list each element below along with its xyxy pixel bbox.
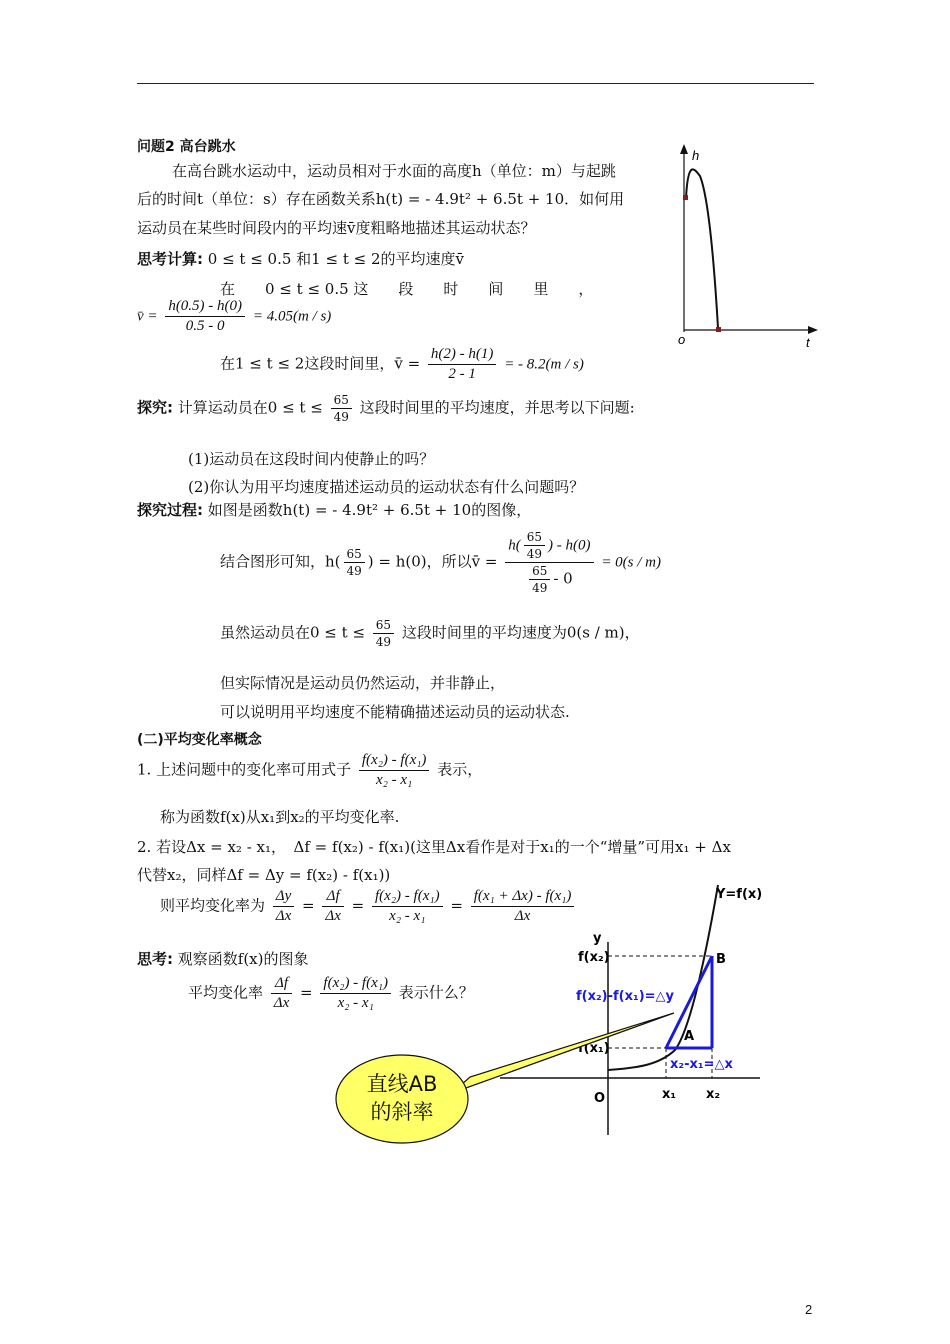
think-line-2: 平均变化率 $\frac{\Delta f}{\Delta x}$ = $\frac{\text{f(x₂) - f(x₁)}}{\text{x₂ - x₁}}$ 表示什么？: [188, 975, 474, 1011]
section2-p1-line2: 称为函数f(x)从x₁到x₂的平均变化率.: [160, 808, 400, 826]
delta-x-label: x₂-x₁=△x: [670, 1057, 733, 1072]
v1-rhs: = 4.05(m / s): [252, 308, 332, 325]
intro-line-3: 运动员在某些时间段内的平均速v̄度粗略地描述其运动状态？: [137, 219, 536, 237]
calc-v1: [137, 298, 331, 335]
v2-prefix: 在1 ≤ t ≤ 2这段时间里，v̄ =: [220, 354, 421, 373]
process-big-fraction: h( $\frac{65}{49}$ ) - h(0) $\frac{65}{49}$ - 0: [505, 530, 593, 595]
section2-title: (二)平均变化率概念: [137, 732, 262, 748]
callout-line-2: 的斜率: [370, 1100, 434, 1124]
process-line-3: 虽然运动员在0 ≤ t ≤ $\frac{65}{49}$ 这段时间里的平均速度为0(s / m)，: [220, 618, 640, 649]
callout-line-1: 直线AB: [366, 1072, 438, 1096]
curve-label: Y=f(x): [716, 887, 763, 902]
point-a-label: A: [684, 1029, 695, 1044]
h-label: h: [692, 148, 700, 163]
origin-label: O: [594, 1091, 606, 1106]
x1-label: x₁: [662, 1087, 677, 1102]
diving-height-graph: [662, 140, 824, 350]
explore-q2: (2)你认为用平均速度描述运动员的运动状态有什么问题吗？: [188, 478, 585, 496]
delta-y-label: f(x₂)-f(x₁)=△y: [576, 989, 674, 1004]
height-curve: [686, 169, 718, 328]
section2-p2-line2: 代替x₂，同样Δf = Δy = f(x₂) - f(x₁)): [137, 866, 391, 884]
intro-line-2: 后的时间t（单位：s）存在函数关系h(t) = - 4.9t² + 6.5t + 10．如何用: [137, 190, 625, 208]
process-line-1: 如图是函数h(t) = - 4.9t² + 6.5t + 10的图像，: [207, 501, 532, 519]
x2-label: x₂: [706, 1087, 721, 1102]
v2-fraction: $\frac{h(2) - h(1)}{2 - 1}$: [428, 346, 496, 383]
explore-label: 探究:: [137, 398, 173, 417]
think-label: 思考:: [137, 950, 173, 968]
explore-fraction: $\frac{65}{49}$: [331, 393, 352, 424]
think-calc-label: 思考计算:: [137, 250, 203, 268]
t-label: t: [806, 335, 810, 350]
section2-p2-line1: 2. 若设Δx = x₂ - x₁， Δf = f(x₂) - f(x₁)(这里Δx看作是对于x₁的一个“增量”可用x₁ + Δx: [137, 838, 731, 856]
think-calc-text: 0 ≤ t ≤ 0.5 和1 ≤ t ≤ 2的平均速度v̄: [207, 250, 464, 268]
calc-v2: [220, 346, 584, 383]
y-label: y: [593, 931, 602, 946]
section2-p2-line3: 则平均变化率为 $\frac{\Delta y}{\Delta x}$ = $\frac{\Delta f}{\Delta x}$ = $\frac{\text{f(x₂) - f(x₁)}}{\text{x₂ - x₁}}$ = $\frac{\text{f(x₁ + Δx) - f(x₁)}}{\Delta x}$: [160, 888, 577, 925]
p1-fraction: $\frac{\text{f(x₂) - f(x₁)}}{\text{x₂ - x₁}}$: [359, 752, 430, 789]
problem-title: 问题2 高台跳水: [137, 139, 236, 155]
v2-rhs: = - 8.2(m / s): [504, 356, 584, 373]
fx2-label: f(x₂): [578, 950, 610, 965]
process-label: 探究过程:: [137, 501, 203, 519]
end-point-marker: [716, 327, 721, 332]
t-axis-arrow: [808, 326, 818, 334]
callout-text: [337, 1070, 467, 1126]
page-number: 2: [805, 1302, 813, 1317]
think-text: 观察函数f(x)的图象: [177, 950, 309, 968]
explore-q1: (1)运动员在这段时间内使静止的吗？: [188, 450, 435, 468]
header-rule: [137, 83, 814, 84]
process-line-2: 结合图形可知，h( $\frac{65}{49}$ ) = h(0)，所以v̄ = h( $\frac{65}{49}$ ) - h(0) $\frac{65}{49}$ - 0 = 0(s / m): [220, 530, 662, 595]
process-frac-a: $\frac{65}{49}$: [344, 547, 365, 578]
explore-line: 探究: 计算运动员在0 ≤ t ≤ $\frac{65}{49}$ 这段时间里的平均速度，并思考以下问题:: [137, 393, 635, 424]
fx1-label: f(x₁): [578, 1041, 610, 1056]
v1-fraction: $\frac{h(0.5) - h(0)}{0.5 - 0}$: [165, 298, 245, 335]
section2-p1: 1. 上述问题中的变化率可用式子 $\frac{\text{f(x₂) - f(x₁)}}{\text{x₂ - x₁}}$ 表示，: [137, 752, 483, 788]
v1-lhs: v̄ =: [137, 308, 158, 325]
point-b-label: B: [716, 952, 726, 967]
process-frac-b: $\frac{65}{49}$: [373, 618, 394, 649]
h-axis-arrow: [680, 144, 688, 154]
process-line-4: 但实际情况是运动员仍然运动，并非静止，: [220, 674, 506, 692]
callout-pointer: [452, 1013, 674, 1093]
intro-line-1: 在高台跳水运动中，运动员相对于水面的高度h（单位：m）与起跳: [172, 162, 616, 180]
calc-line-1: 在 0 ≤ t ≤ 0.5 这 段 时 间 里 ，: [220, 280, 594, 298]
start-point-marker: [683, 195, 688, 200]
process-line-5: 可以说明用平均速度不能精确描述运动员的运动状态.: [220, 703, 570, 721]
origin-label: o: [678, 332, 686, 347]
